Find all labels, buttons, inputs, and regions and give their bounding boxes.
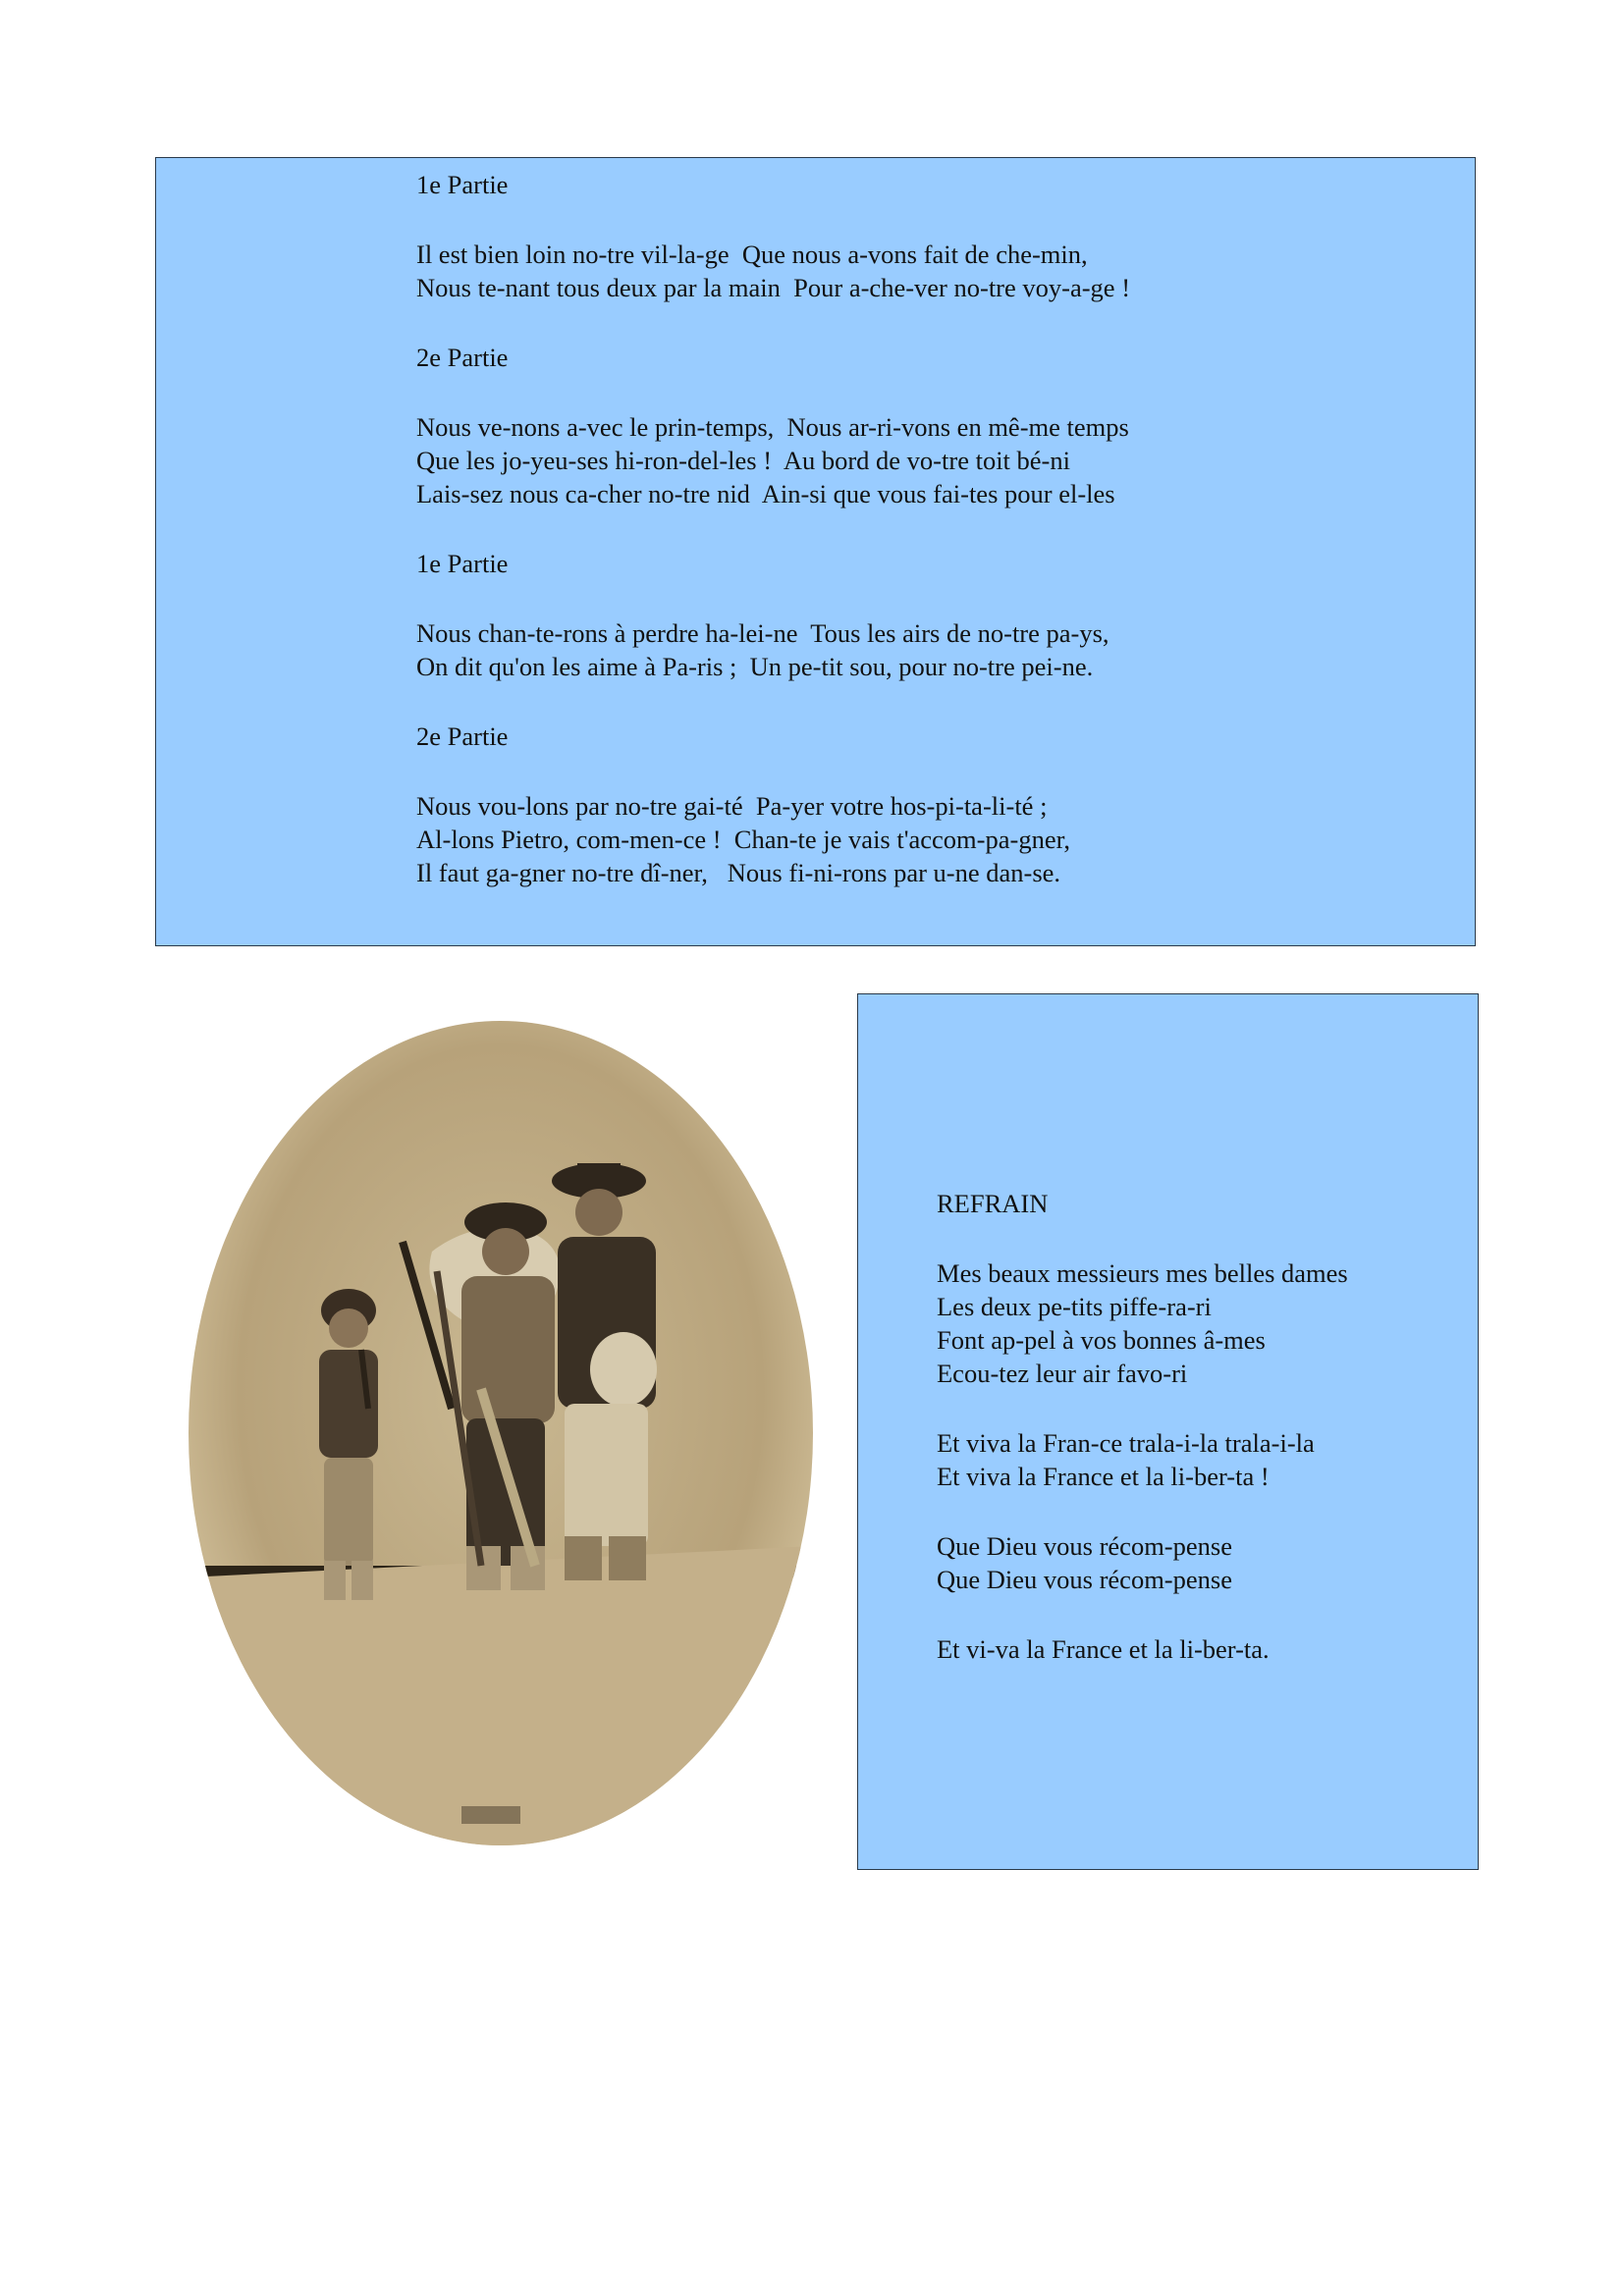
refrain-stanza [937, 1529, 1348, 1596]
refrain-line: Mes beaux messieurs mes belles dames [937, 1258, 1348, 1288]
verse-stanza [416, 410, 1130, 510]
verse-line: Al-lons Pietro, com-men-ce ! Chan-te je vais t'accom-pa-gner, [416, 825, 1070, 854]
refrain-line: Et viva la France et la li-ber-ta ! [937, 1462, 1270, 1491]
refrain-stanza [937, 1256, 1348, 1390]
refrain-heading: REFRAIN [937, 1189, 1049, 1218]
refrain-line: Et viva la Fran-ce trala-i-la trala-i-la [937, 1428, 1315, 1458]
refrain-stanza [937, 1632, 1348, 1666]
verse-stanza [416, 789, 1130, 889]
vintage-photo [187, 1016, 815, 1850]
verse-line: Nous chan-te-rons à perdre ha-lei-ne Tous les airs de no-tre pa-ys, [416, 618, 1109, 648]
refrain-line: Ecou-tez leur air favo-ri [937, 1359, 1188, 1388]
refrain-line: Et vi-va la France et la li-ber-ta. [937, 1634, 1270, 1664]
verses-box [155, 157, 1476, 946]
section-heading: 1e Partie [416, 549, 509, 578]
section-heading: 1e Partie [416, 170, 509, 199]
refrain-text [937, 1187, 1348, 1702]
verse-line: Que les jo-yeu-ses hi-ron-del-les ! Au bord de vo-tre toit bé-ni [416, 446, 1070, 475]
verse-line: On dit qu'on les aime à Pa-ris ; Un pe-tit sou, pour no-tre pei-ne. [416, 652, 1094, 681]
floor [187, 1546, 815, 1850]
vintage-photo-image [187, 1016, 815, 1850]
verse-line: Nous vou-lons par no-tre gai-té Pa-yer votre hos-pi-ta-li-té ; [416, 791, 1048, 821]
refrain-line: Que Dieu vous récom-pense [937, 1565, 1232, 1594]
section-heading: 2e Partie [416, 721, 509, 751]
refrain-line: Font ap-pel à vos bonnes â-mes [937, 1325, 1266, 1355]
refrain-box [857, 993, 1479, 1870]
refrain-line: Que Dieu vous récom-pense [937, 1531, 1232, 1561]
section-heading: 2e Partie [416, 343, 509, 372]
verse-line: Nous ve-nons a-vec le prin-temps, Nous ar-ri-vons en mê-me temps [416, 412, 1129, 442]
verse-section [416, 341, 1130, 510]
refrain-line: Les deux pe-tits piffe-ra-ri [937, 1292, 1212, 1321]
verse-line: Lais-sez nous ca-cher no-tre nid Ain-si que vous fai-tes pour el-les [416, 479, 1115, 508]
verse-line: Il faut ga-gner no-tre dî-ner, Nous fi-ni-rons par u-ne dan-se. [416, 858, 1061, 887]
refrain-stanza [937, 1426, 1348, 1493]
verse-section [416, 168, 1130, 304]
photographer-stamp [461, 1806, 520, 1824]
verse-line: Nous te-nant tous deux par la main Pour a-che-ver no-tre voy-a-ge ! [416, 273, 1131, 302]
verses-text [416, 168, 1130, 926]
verse-stanza [416, 616, 1130, 683]
verse-section [416, 547, 1130, 683]
verse-line: Il est bien loin no-tre vil-la-ge Que nous a-vons fait de che-min, [416, 240, 1088, 269]
verse-section [416, 720, 1130, 889]
verse-stanza [416, 238, 1130, 304]
